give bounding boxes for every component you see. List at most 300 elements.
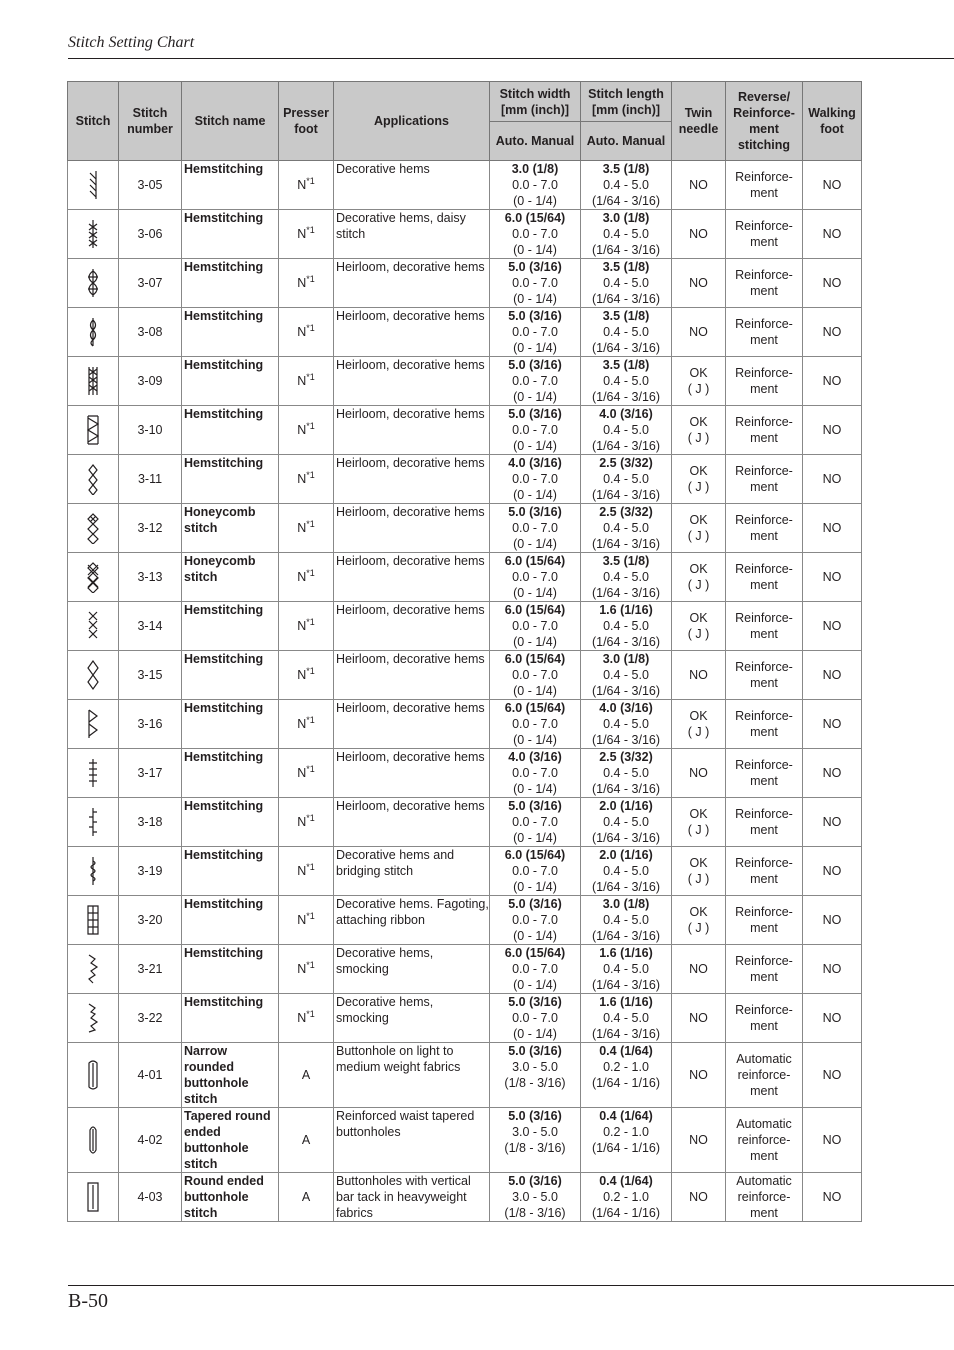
width-auto: 6.0 (15/64) [504,946,566,960]
length-manual-inch: (1/64 - 3/16) [591,831,661,845]
presser-foot [279,308,334,357]
stitch-width [490,259,581,308]
width-manual-mm: 3.0 - 5.0 [512,1060,558,1074]
length-manual-mm: 0.2 - 1.0 [603,1060,649,1074]
twin-needle [672,847,726,896]
presser-foot [279,847,334,896]
stitch-length [581,455,672,504]
stitch-length [581,847,672,896]
width-manual-mm: 3.0 - 5.0 [512,1190,558,1204]
twin-needle-value: NO [689,1133,708,1147]
stitch-length [581,896,672,945]
stitch-name: Honeycomb stitch [182,553,279,602]
stitch-name: Hemstitching [182,602,279,651]
applications: Decorative hems. Fagoting, attaching ribbon [334,896,490,945]
stitch-name: Hemstitching [182,161,279,210]
twin-needle [672,1173,726,1222]
stitch-width [490,504,581,553]
stitch-width [490,945,581,994]
stitch-width [490,896,581,945]
stitch-name: Hemstitching [182,308,279,357]
presser-foot [279,1108,334,1173]
length-manual-mm: 0.4 - 5.0 [603,276,649,290]
table-row [68,798,862,847]
twin-needle-value: OK [689,513,708,527]
footnote-mark: *1 [306,518,315,529]
length-manual-mm: 0.4 - 5.0 [603,962,649,976]
presser-foot [279,651,334,700]
presser-foot [279,798,334,847]
walking-foot: NO [803,1173,862,1222]
twin-needle-value: OK [689,856,708,870]
footnote-mark: *1 [306,812,315,823]
width-manual-mm: 0.0 - 7.0 [512,668,558,682]
table-row [68,308,862,357]
presser-foot-letter: N [297,423,307,437]
walking-foot: NO [803,1108,862,1173]
presser-foot [279,553,334,602]
length-manual-mm: 0.4 - 5.0 [603,619,649,633]
stitch-width [490,308,581,357]
table-row [68,210,862,259]
twin-needle-value: OK [689,905,708,919]
stitch-width [490,602,581,651]
presser-foot-letter: N [297,668,307,682]
length-auto: 3.5 (1/8) [602,554,650,568]
stitch-length [581,259,672,308]
walking-foot: NO [803,406,862,455]
stitch-width [490,700,581,749]
stitch-length [581,553,672,602]
length-manual-inch: (1/64 - 3/16) [591,194,661,208]
reverse-reinforcement: Reinforce-ment [726,602,803,651]
stitch-width [490,161,581,210]
stitch-name: Hemstitching [182,700,279,749]
twin-needle [672,651,726,700]
length-manual-inch: (1/64 - 3/16) [591,635,661,649]
twin-needle [672,259,726,308]
stitch-name: Hemstitching [182,259,279,308]
presser-foot [279,504,334,553]
stitch-name: Hemstitching [182,455,279,504]
reverse-reinforcement: Automatic reinforce-ment [726,1108,803,1173]
stitch-pattern-icon [68,896,119,945]
presser-foot [279,259,334,308]
table-row [68,602,862,651]
stitch-pattern-icon [68,847,119,896]
presser-foot-letter: N [297,374,307,388]
width-manual-mm: 0.0 - 7.0 [512,521,558,535]
width-manual-inch: (0 - 1/4) [513,978,557,992]
twin-needle [672,210,726,259]
stitch-name: Honeycomb stitch [182,504,279,553]
stitch-length [581,210,672,259]
reverse-reinforcement: Reinforce-ment [726,945,803,994]
table-row [68,1108,862,1173]
length-auto: 3.5 (1/8) [602,260,650,274]
width-manual-mm: 0.0 - 7.0 [512,717,558,731]
col-header-length: Stitch length [mm (inch)] [581,82,672,122]
walking-foot: NO [803,308,862,357]
walking-foot: NO [803,847,862,896]
length-manual-mm: 0.4 - 5.0 [603,913,649,927]
length-auto: 0.4 (1/64) [599,1044,653,1058]
stitch-length [581,945,672,994]
length-manual-inch: (1/64 - 3/16) [591,439,661,453]
stitch-pattern-icon [68,700,119,749]
walking-foot: NO [803,798,862,847]
stitch-pattern-icon [68,1173,119,1222]
stitch-length [581,749,672,798]
presser-foot [279,700,334,749]
walking-foot: NO [803,504,862,553]
table-row [68,161,862,210]
stitch-length [581,308,672,357]
twin-needle-foot: ( J ) [687,529,710,543]
walking-foot: NO [803,602,862,651]
reverse-reinforcement: Reinforce-ment [726,994,803,1043]
applications: Heirloom, decorative hems [334,700,490,749]
length-auto: 1.6 (1/16) [599,946,653,960]
length-auto: 3.5 (1/8) [602,162,650,176]
applications: Heirloom, decorative hems [334,357,490,406]
footnote-mark: *1 [306,665,315,676]
length-auto: 2.5 (3/32) [599,505,653,519]
width-manual-mm: 0.0 - 7.0 [512,913,558,927]
presser-foot-letter: N [297,325,307,339]
stitch-number: 3-14 [119,602,182,651]
width-manual-mm: 3.0 - 5.0 [512,1125,558,1139]
footnote-mark: *1 [306,273,315,284]
applications: Heirloom, decorative hems [334,406,490,455]
applications: Decorative hems, smocking [334,945,490,994]
length-manual-mm: 0.4 - 5.0 [603,472,649,486]
applications: Decorative hems, smocking [334,994,490,1043]
twin-needle [672,1108,726,1173]
twin-needle-value: OK [689,366,708,380]
twin-needle-value: OK [689,611,708,625]
length-manual-inch: (1/64 - 3/16) [591,684,661,698]
twin-needle-value: OK [689,464,708,478]
header-rule [68,58,954,59]
width-manual-inch: (0 - 1/4) [513,684,557,698]
length-manual-inch: (1/64 - 1/16) [591,1076,661,1090]
footnote-mark: *1 [306,420,315,431]
stitch-length [581,357,672,406]
stitch-width [490,994,581,1043]
stitch-name: Hemstitching [182,357,279,406]
table-row [68,945,862,994]
stitch-pattern-icon [68,308,119,357]
col-header-walking: Walking foot [803,82,862,161]
width-manual-mm: 0.0 - 7.0 [512,178,558,192]
stitch-length [581,651,672,700]
presser-foot-letter: N [297,913,307,927]
twin-needle-value: OK [689,562,708,576]
stitch-pattern-icon [68,651,119,700]
length-manual-inch: (1/64 - 3/16) [591,929,661,943]
width-auto: 5.0 (3/16) [508,505,562,519]
stitch-name: Hemstitching [182,896,279,945]
twin-needle [672,798,726,847]
presser-foot-letter: N [297,570,307,584]
stitch-number: 4-03 [119,1173,182,1222]
twin-needle-foot: ( J ) [687,872,710,886]
length-manual-mm: 0.4 - 5.0 [603,766,649,780]
footnote-mark: *1 [306,469,315,480]
walking-foot: NO [803,455,862,504]
table-row [68,455,862,504]
reverse-reinforcement: Reinforce-ment [726,406,803,455]
col-header-presser: Presser foot [279,82,334,161]
length-manual-mm: 0.4 - 5.0 [603,717,649,731]
reverse-reinforcement: Reinforce-ment [726,161,803,210]
walking-foot: NO [803,1043,862,1108]
width-auto: 5.0 (3/16) [508,309,562,323]
col-header-width: Stitch width [mm (inch)] [490,82,581,122]
length-manual-mm: 0.4 - 5.0 [603,178,649,192]
twin-needle-value: NO [689,962,708,976]
twin-needle-foot: ( J ) [687,921,710,935]
twin-needle [672,896,726,945]
table-row [68,259,862,308]
twin-needle-foot: ( J ) [687,725,710,739]
reverse-reinforcement: Reinforce-ment [726,749,803,798]
stitch-width [490,651,581,700]
stitch-pattern-icon [68,994,119,1043]
length-manual-mm: 0.4 - 5.0 [603,815,649,829]
stitch-width [490,1043,581,1108]
presser-foot-letter: A [301,1068,311,1082]
width-manual-mm: 0.0 - 7.0 [512,227,558,241]
length-auto: 3.0 (1/8) [602,211,650,225]
walking-foot: NO [803,357,862,406]
stitch-pattern-icon [68,945,119,994]
length-manual-mm: 0.4 - 5.0 [603,570,649,584]
twin-needle-foot: ( J ) [687,480,710,494]
presser-foot [279,749,334,798]
twin-needle [672,1043,726,1108]
col-header-stitch: Stitch [68,82,119,161]
walking-foot: NO [803,553,862,602]
presser-foot-letter: N [297,521,307,535]
width-auto: 6.0 (15/64) [504,211,566,225]
applications: Heirloom, decorative hems [334,553,490,602]
width-manual-mm: 0.0 - 7.0 [512,1011,558,1025]
width-manual-mm: 0.0 - 7.0 [512,472,558,486]
length-auto: 0.4 (1/64) [599,1174,653,1188]
applications: Heirloom, decorative hems [334,308,490,357]
table-row [68,357,862,406]
stitch-length [581,504,672,553]
reverse-reinforcement: Reinforce-ment [726,210,803,259]
applications: Decorative hems and bridging stitch [334,847,490,896]
stitch-number: 3-16 [119,700,182,749]
table-row [68,504,862,553]
stitch-number: 3-21 [119,945,182,994]
stitch-length [581,161,672,210]
presser-foot-letter: N [297,815,307,829]
width-auto: 5.0 (3/16) [508,897,562,911]
length-manual-inch: (1/64 - 3/16) [591,1027,661,1041]
footnote-mark: *1 [306,1008,315,1019]
stitch-width [490,1108,581,1173]
reverse-reinforcement: Reinforce-ment [726,553,803,602]
stitch-name: Hemstitching [182,651,279,700]
stitch-number: 4-01 [119,1043,182,1108]
presser-foot [279,1173,334,1222]
width-auto: 6.0 (15/64) [504,701,566,715]
stitch-name: Hemstitching [182,847,279,896]
stitch-length [581,1173,672,1222]
length-manual-mm: 0.4 - 5.0 [603,1011,649,1025]
width-manual-mm: 0.0 - 7.0 [512,325,558,339]
stitch-width [490,406,581,455]
stitch-width [490,357,581,406]
twin-needle-value: NO [689,1190,708,1204]
stitch-number: 3-13 [119,553,182,602]
width-manual-inch: (0 - 1/4) [513,1027,557,1041]
width-auto: 6.0 (15/64) [504,848,566,862]
walking-foot: NO [803,259,862,308]
width-manual-mm: 0.0 - 7.0 [512,374,558,388]
width-manual-inch: (1/8 - 3/16) [504,1206,566,1220]
reverse-reinforcement: Reinforce-ment [726,896,803,945]
applications: Heirloom, decorative hems [334,749,490,798]
length-auto: 2.5 (3/32) [599,456,653,470]
stitch-number: 3-09 [119,357,182,406]
stitch-width [490,1173,581,1222]
width-manual-inch: (1/8 - 3/16) [504,1141,566,1155]
width-manual-mm: 0.0 - 7.0 [512,276,558,290]
length-manual-mm: 0.4 - 5.0 [603,325,649,339]
presser-foot-letter: N [297,766,307,780]
reverse-reinforcement: Reinforce-ment [726,651,803,700]
applications: Reinforced waist tapered buttonholes [334,1108,490,1173]
width-manual-inch: (0 - 1/4) [513,488,557,502]
applications: Heirloom, decorative hems [334,651,490,700]
stitch-name: Hemstitching [182,406,279,455]
stitch-name: Tapered round ended buttonhole stitch [182,1108,279,1173]
width-manual-inch: (0 - 1/4) [513,635,557,649]
stitch-length [581,700,672,749]
stitch-pattern-icon [68,161,119,210]
applications: Decorative hems [334,161,490,210]
width-auto: 6.0 (15/64) [504,603,566,617]
stitch-name: Round ended buttonhole stitch [182,1173,279,1222]
stitch-number: 3-11 [119,455,182,504]
reverse-reinforcement: Reinforce-ment [726,700,803,749]
width-manual-inch: (0 - 1/4) [513,880,557,894]
presser-foot-letter: A [301,1133,311,1147]
length-auto: 1.6 (1/16) [599,603,653,617]
stitch-pattern-icon [68,1043,119,1108]
length-manual-inch: (1/64 - 1/16) [591,1141,661,1155]
applications: Heirloom, decorative hems [334,602,490,651]
stitch-pattern-icon [68,455,119,504]
width-manual-mm: 0.0 - 7.0 [512,766,558,780]
twin-needle [672,994,726,1043]
length-manual-mm: 0.4 - 5.0 [603,423,649,437]
width-manual-mm: 0.0 - 7.0 [512,619,558,633]
twin-needle-value: NO [689,668,708,682]
stitch-setting-table [67,81,862,1222]
col-header-twin: Twin needle [672,82,726,161]
reverse-reinforcement: Reinforce-ment [726,847,803,896]
col-header-applications: Applications [334,82,490,161]
stitch-number: 3-08 [119,308,182,357]
stitch-number: 4-02 [119,1108,182,1173]
width-manual-inch: (0 - 1/4) [513,831,557,845]
width-manual-inch: (0 - 1/4) [513,439,557,453]
applications: Buttonholes with vertical bar tack in heavyweight fabrics [334,1173,490,1222]
length-auto: 2.0 (1/16) [599,848,653,862]
twin-needle-foot: ( J ) [687,382,710,396]
width-auto: 5.0 (3/16) [508,358,562,372]
presser-foot-letter: N [297,472,307,486]
length-manual-mm: 0.2 - 1.0 [603,1125,649,1139]
footnote-mark: *1 [306,910,315,921]
presser-foot-letter: N [297,619,307,633]
width-manual-inch: (0 - 1/4) [513,341,557,355]
length-manual-inch: (1/64 - 3/16) [591,243,661,257]
length-auto: 0.4 (1/64) [599,1109,653,1123]
length-manual-inch: (1/64 - 3/16) [591,733,661,747]
length-manual-inch: (1/64 - 3/16) [591,488,661,502]
twin-needle [672,357,726,406]
length-manual-mm: 0.2 - 1.0 [603,1190,649,1204]
reverse-reinforcement: Automatic reinforce-ment [726,1043,803,1108]
twin-needle [672,161,726,210]
table-row [68,1043,862,1108]
footnote-mark: *1 [306,567,315,578]
applications: Heirloom, decorative hems [334,455,490,504]
reverse-reinforcement: Reinforce-ment [726,798,803,847]
length-manual-inch: (1/64 - 1/16) [591,1206,661,1220]
stitch-pattern-icon [68,504,119,553]
twin-needle-value: NO [689,178,708,192]
width-manual-mm: 0.0 - 7.0 [512,962,558,976]
table-row [68,994,862,1043]
width-auto: 4.0 (3/16) [508,456,562,470]
width-manual-mm: 0.0 - 7.0 [512,864,558,878]
twin-needle-foot: ( J ) [687,431,710,445]
stitch-name: Hemstitching [182,749,279,798]
table-row [68,1173,862,1222]
stitch-number: 3-15 [119,651,182,700]
col-header-reverse: Reverse/ Reinforce-ment stitching [726,82,803,161]
footnote-mark: *1 [306,224,315,235]
twin-needle-value: NO [689,1068,708,1082]
width-auto: 5.0 (3/16) [508,799,562,813]
presser-foot [279,406,334,455]
applications: Heirloom, decorative hems [334,259,490,308]
footnote-mark: *1 [306,322,315,333]
width-manual-inch: (0 - 1/4) [513,782,557,796]
length-manual-inch: (1/64 - 3/16) [591,782,661,796]
presser-foot-letter: N [297,717,307,731]
page-header-title: Stitch Setting Chart [68,34,195,51]
presser-foot [279,602,334,651]
stitch-pattern-icon [68,602,119,651]
length-auto: 4.0 (3/16) [599,407,653,421]
length-auto: 3.5 (1/8) [602,309,650,323]
stitch-name: Hemstitching [182,994,279,1043]
length-manual-mm: 0.4 - 5.0 [603,521,649,535]
presser-foot [279,210,334,259]
reverse-reinforcement: Reinforce-ment [726,504,803,553]
twin-needle [672,700,726,749]
